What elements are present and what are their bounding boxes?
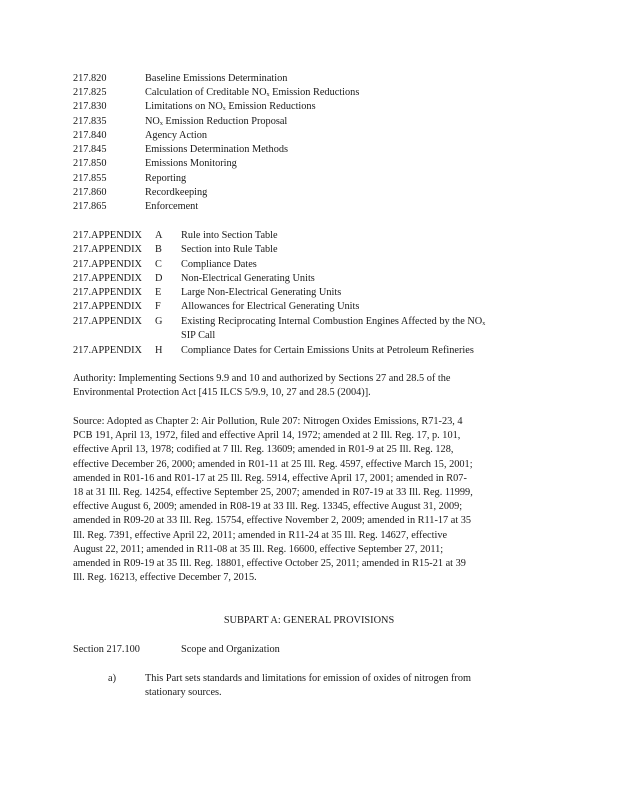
appendix-title: Allowances for Electrical Generating Units xyxy=(181,301,360,312)
source-line: PCB 191, April 13, 1972, filed and effective April 14, 1972; amended at 2 Ill. Reg. 17, p. 101, xyxy=(73,430,461,442)
appendix-number: 217.APPENDIX xyxy=(73,287,142,298)
appendix-title: Non-Electrical Generating Units xyxy=(181,273,315,284)
appendix-letter: F xyxy=(155,301,161,312)
appendix-letter: C xyxy=(155,259,162,270)
authority-line: Authority: Implementing Sections 9.9 and 10 and authorized by Sections 27 and 28.5 of the xyxy=(73,373,451,384)
subsection-text xyxy=(145,672,525,700)
authority-note xyxy=(73,372,545,400)
section-number: Section 217.100 xyxy=(73,644,140,655)
section-number: 217.820 xyxy=(73,73,107,84)
appendix-title: Compliance Dates xyxy=(181,259,257,270)
source-line: Ill. Reg. 7391, effective April 22, 2011; amended in R11-24 at 35 Ill. Reg. 14627, effective xyxy=(73,529,448,541)
appendix-letter: E xyxy=(155,287,162,298)
subsection-line: stationary sources. xyxy=(145,687,222,699)
section-title: Reporting xyxy=(145,173,187,184)
appendix-title: Large Non-Electrical Generating Units xyxy=(181,287,342,298)
appendix-letter: D xyxy=(155,273,163,284)
section-number: 217.850 xyxy=(73,158,107,169)
appendix-letter: A xyxy=(155,230,163,241)
section-title: Emissions Determination Methods xyxy=(145,144,289,155)
source-line: Ill. Reg. 16213, effective December 7, 2015. xyxy=(73,572,257,584)
section-title: NOₓ Emission Reduction Proposal xyxy=(145,116,288,127)
section-title: Calculation of Creditable NOₓ Emission Reductions xyxy=(145,87,360,98)
appendix-title: Compliance Dates for Certain Emissions Units at Petroleum Refineries xyxy=(181,345,474,356)
source-note xyxy=(73,415,545,585)
appendix-number: 217.APPENDIX xyxy=(73,273,142,284)
subsection-line: This Part sets standards and limitations for emission of oxides of nitrogen from xyxy=(145,673,472,684)
section-title: Emissions Monitoring xyxy=(145,158,237,169)
section-number: 217.825 xyxy=(73,87,107,98)
source-line: effective December 26, 2000; amended in R01-11 at 25 Ill. Reg. 4597, effective March 15, 2001; xyxy=(73,458,473,470)
source-line: 18 at 31 Ill. Reg. 14254, effective September 25, 2007; amended in R07-19 at 33 Ill. Reg. 11999, xyxy=(73,487,473,499)
source-line: amended in R01-16 and R01-17 at 25 Ill. Reg. 5914, effective April 17, 2001; amended in R07- xyxy=(73,472,467,484)
appendix-number: 217.APPENDIX xyxy=(73,301,142,312)
appendix-title: Section into Rule Table xyxy=(181,244,278,255)
appendix-letter: G xyxy=(155,316,163,327)
section-number: 217.830 xyxy=(73,101,107,112)
source-line: effective August 6, 2009; amended in R08-19 at 33 Ill. Reg. 13345, effective August 31, 2009; xyxy=(73,501,463,513)
section-number: 217.855 xyxy=(73,173,107,184)
source-line: August 22, 2011; amended in R11-08 at 35 Ill. Reg. 16600, effective September 27, 2011; xyxy=(73,543,444,555)
appendix-letter: H xyxy=(155,345,163,356)
section-title: Limitations on NOₓ Emission Reductions xyxy=(145,101,316,112)
appendix-number: 217.APPENDIX xyxy=(73,244,142,255)
subpart-heading: SUBPART A: GENERAL PROVISIONS xyxy=(223,615,395,626)
source-line: amended in R09-20 at 33 Ill. Reg. 15754, effective November 2, 2009; amended in R11-17 at 35 xyxy=(73,515,472,527)
section-number: 217.845 xyxy=(73,144,107,155)
section-number: 217.840 xyxy=(73,130,107,141)
source-line: amended in R09-19 at 35 Ill. Reg. 18801, effective October 25, 2011; amended in R15-21 at 39 xyxy=(73,558,466,570)
appendix-number: 217.APPENDIX xyxy=(73,345,142,356)
subsection-label: a) xyxy=(108,673,116,684)
section-number: 217.865 xyxy=(73,201,107,212)
appendix-title-continuation: SIP Call xyxy=(181,330,216,341)
source-line: effective April 13, 1978; codified at 7 Ill. Reg. 13609; amended in R01-9 at 25 Ill. Reg. 128, xyxy=(73,444,454,456)
appendix-number: 217.APPENDIX xyxy=(73,230,142,241)
section-number: 217.835 xyxy=(73,116,107,127)
source-line: Source: Adopted as Chapter 2: Air Pollution, Rule 207: Nitrogen Oxides Emissions, R71-23, 4 xyxy=(73,416,463,427)
appendix-letter: B xyxy=(155,244,162,255)
section-title: Recordkeeping xyxy=(145,187,208,198)
section-number: 217.860 xyxy=(73,187,107,198)
appendix-number: 217.APPENDIX xyxy=(73,259,142,270)
section-title: Baseline Emissions Determination xyxy=(145,73,288,84)
appendix-title: Existing Reciprocating Internal Combustion Engines Affected by the NOₓ xyxy=(181,316,486,327)
section-title: Scope and Organization xyxy=(181,644,280,655)
authority-line: Environmental Protection Act [415 ILCS 5/9.9, 10, 27 and 28.5 (2004)]. xyxy=(73,387,371,399)
section-heading xyxy=(0,643,618,657)
section-title: Agency Action xyxy=(145,130,208,141)
appendix-title: Rule into Section Table xyxy=(181,230,278,241)
appendix-number: 217.APPENDIX xyxy=(73,316,142,327)
section-title: Enforcement xyxy=(145,201,199,212)
